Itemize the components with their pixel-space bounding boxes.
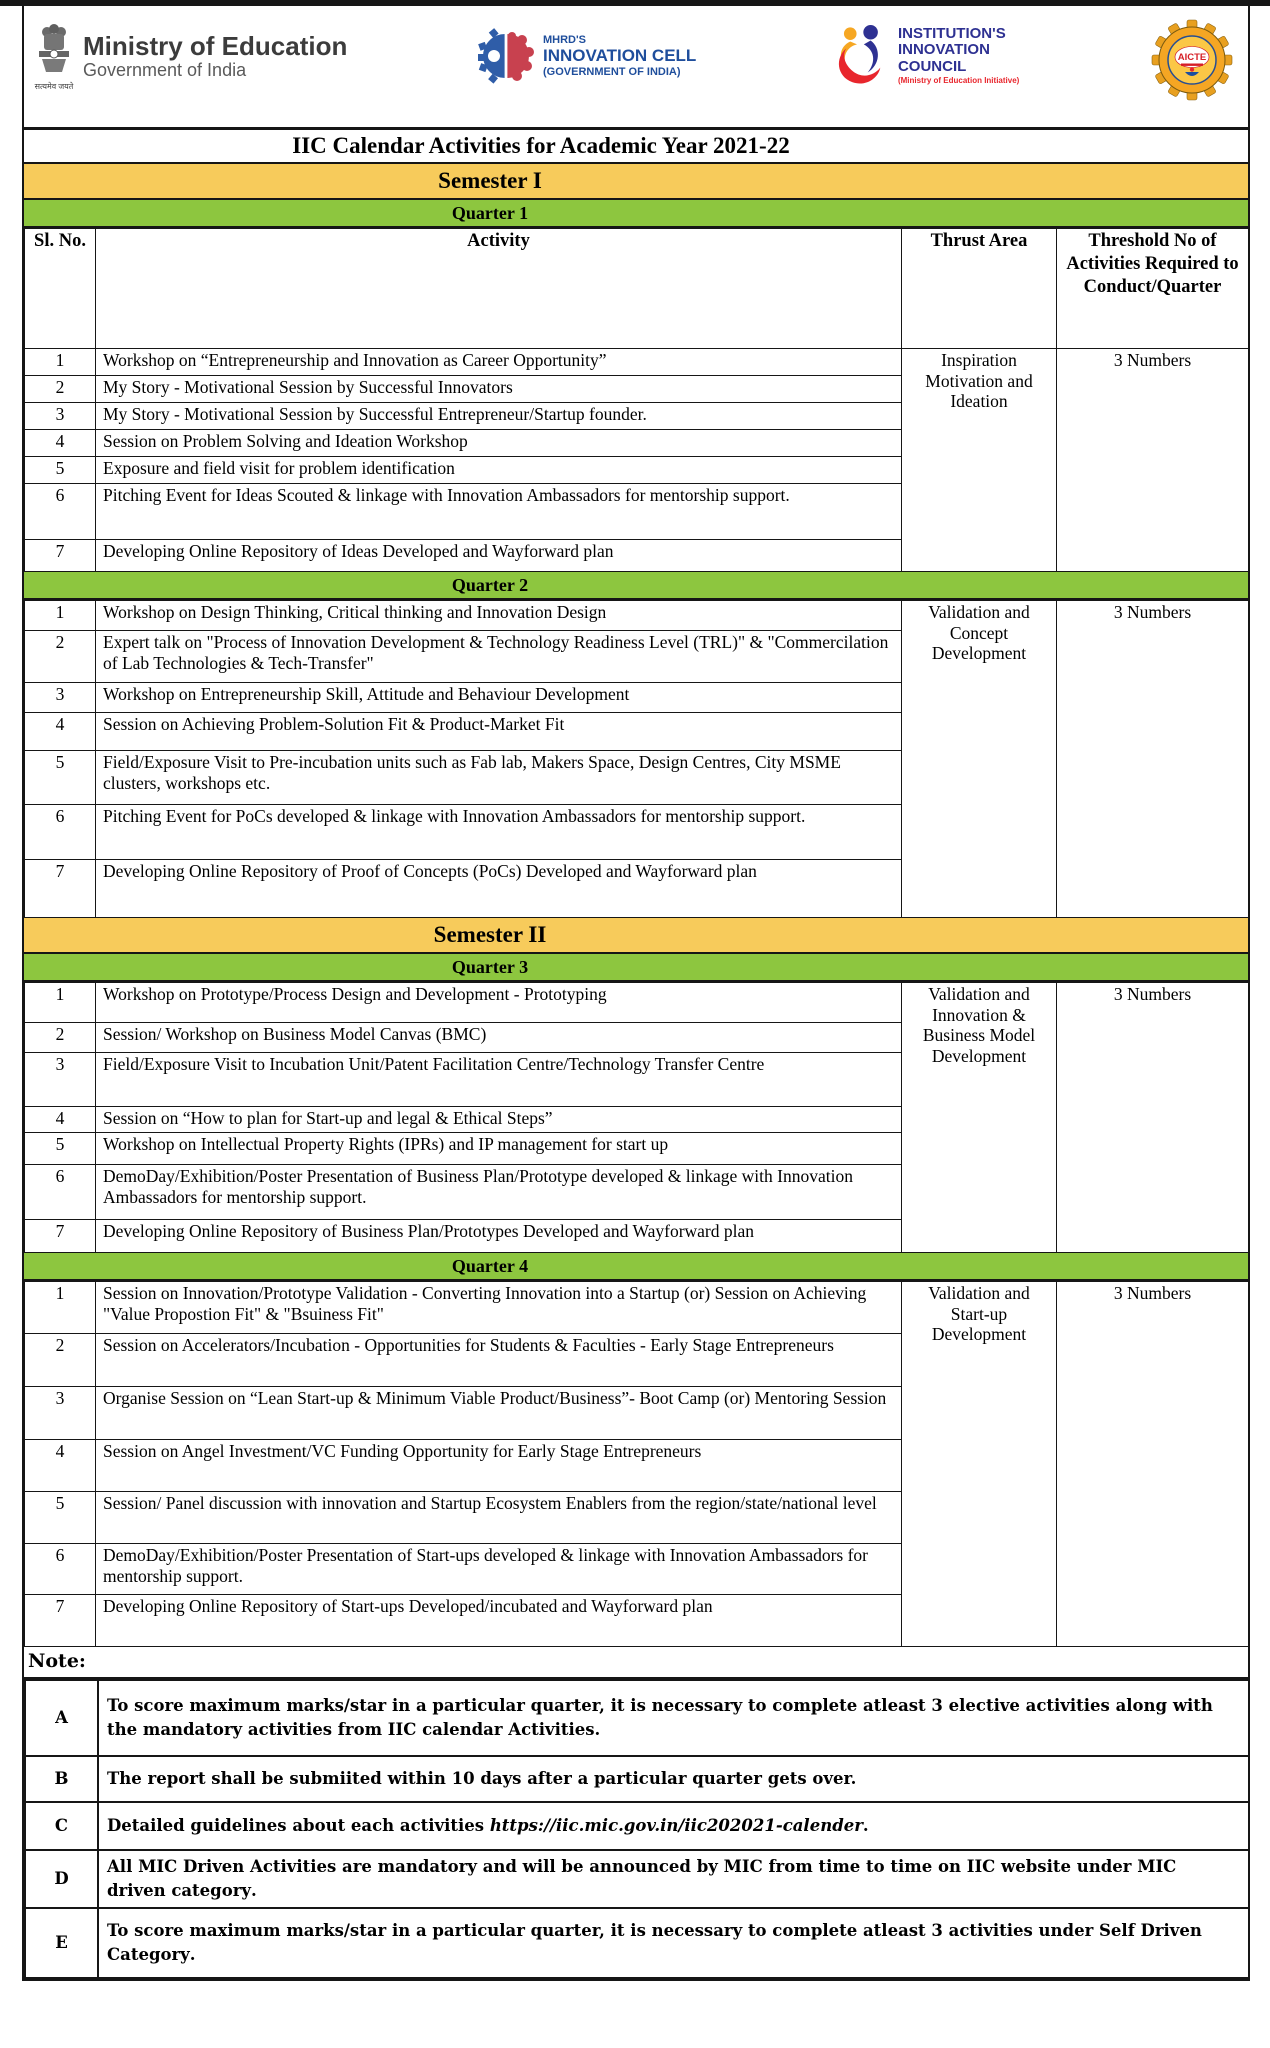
note-text-bold: IIC calendar Activities xyxy=(387,1720,595,1739)
note-key: B xyxy=(25,1756,98,1802)
note-key: C xyxy=(25,1802,98,1850)
innovation-cell-brain-gear-icon xyxy=(478,28,534,84)
iic-figures-icon xyxy=(827,24,889,88)
activity-cell: Developing Online Repository of Proof of Concepts (PoCs) Developed and Wayforward plan xyxy=(96,860,902,918)
note-text-bold: MIC driven category xyxy=(107,1857,1177,1900)
threshold-cell: 3 Numbers xyxy=(1057,601,1249,918)
row-number: 5 xyxy=(25,751,96,805)
note-text-pre: All MIC Driven Activities are mandatory and will be announced by MIC from time to time on IIC website under xyxy=(107,1857,1138,1877)
row-number: 7 xyxy=(25,1595,96,1647)
note-text-post: . xyxy=(189,1945,196,1964)
note-row xyxy=(25,1680,1249,1756)
quarter-4-band: Quarter 4 xyxy=(24,1253,1248,1281)
quarter-4-table xyxy=(24,1281,1249,1647)
page-title: IIC Calendar Activities for Academic Year 2021-22 xyxy=(24,130,1248,164)
note-key: E xyxy=(25,1908,98,1978)
note-row xyxy=(25,1908,1249,1978)
mic-line3: (GOVERNMENT OF INDIA) xyxy=(543,66,681,78)
table-row xyxy=(25,349,1249,376)
activity-cell: Workshop on Design Thinking, Critical thinking and Innovation Design xyxy=(96,601,902,631)
row-number: 6 xyxy=(25,1544,96,1595)
activity-cell: DemoDay/Exhibition/Poster Presentation of Business Plan/Prototype developed & linkage with Innovation Ambassadors for mentorship support. xyxy=(96,1165,902,1220)
institutions-innovation-council-logo xyxy=(827,24,1019,88)
threshold-cell: 3 Numbers xyxy=(1057,349,1249,572)
quarter-2-table xyxy=(24,600,1249,918)
activity-cell: Expert talk on "Process of Innovation Development & Technology Readiness Level (TRL)" & "Commercilation of Lab Technologies & Tech-Transfer" xyxy=(96,631,902,683)
note-text-post: . xyxy=(594,1720,601,1739)
note-row xyxy=(25,1802,1249,1850)
thrust-area-cell: Validation and Concept Development xyxy=(902,601,1057,918)
note-table xyxy=(24,1679,1250,1979)
note-text-post: . xyxy=(862,1816,869,1836)
aicte-gear-icon xyxy=(1150,18,1234,102)
mhrd-innovation-cell-logo xyxy=(478,28,696,84)
quarter-1-table xyxy=(24,228,1249,572)
note-text-pre: To score maximum marks/star in a particular quarter, it is necessary to complete atleast 3 activities under xyxy=(107,1921,1100,1941)
activity-cell: Field/Exposure Visit to Pre-incubation units such as Fab lab, Makers Space, Design Centres, City MSME clusters, workshops etc. xyxy=(96,751,902,805)
activity-cell: Field/Exposure Visit to Incubation Unit/Patent Facilitation Centre/Technology Transfer Centre xyxy=(96,1053,902,1107)
activity-cell: Session/ Workshop on Business Model Canvas (BMC) xyxy=(96,1023,902,1053)
row-number: 5 xyxy=(25,1133,96,1165)
row-number: 7 xyxy=(25,540,96,572)
note-row xyxy=(25,1756,1249,1802)
note-text-pre: To score maximum marks/star in a particular quarter, it is necessary to complete atleast 3 elective activities along with the mandatory activities from xyxy=(107,1696,1213,1739)
row-number: 5 xyxy=(25,1492,96,1544)
semester-2-band: Semester II xyxy=(24,918,1248,954)
row-number: 1 xyxy=(25,983,96,1023)
activity-cell: Session on “How to plan for Start-up and legal & Ethical Steps” xyxy=(96,1107,902,1133)
document xyxy=(22,6,1250,1981)
col-header-sl-no: Sl. No. xyxy=(25,229,96,349)
threshold-cell: 3 Numbers xyxy=(1057,1282,1249,1647)
row-number: 3 xyxy=(25,403,96,430)
row-number: 4 xyxy=(25,713,96,751)
activity-cell: Organise Session on “Lean Start-up & Minimum Viable Product/Business”- Boot Camp (or) Mentoring Session xyxy=(96,1387,902,1440)
activity-cell: Session on Achieving Problem-Solution Fit & Product-Market Fit xyxy=(96,713,902,751)
activity-cell: Workshop on “Entrepreneurship and Innovation as Career Opportunity” xyxy=(96,349,902,376)
logo-strip xyxy=(24,6,1248,130)
activity-cell: Session on Angel Investment/VC Funding Opportunity for Early Stage Entrepreneurs xyxy=(96,1440,902,1492)
row-number: 7 xyxy=(25,1220,96,1253)
row-number: 4 xyxy=(25,430,96,457)
activity-cell: Session/ Panel discussion with innovation and Startup Ecosystem Enablers from the region/state/national level xyxy=(96,1492,902,1544)
activity-cell: Session on Accelerators/Incubation - Opportunities for Students & Faculties - Early Stage Entrepreneurs xyxy=(96,1334,902,1387)
activity-cell: Session on Innovation/Prototype Validation - Converting Innovation into a Startup (or) Session on Achieving "Value Propostion Fit" & "Bsuiness Fit" xyxy=(96,1282,902,1334)
col-header-thrust-area: Thrust Area xyxy=(902,229,1057,349)
row-number: 4 xyxy=(25,1107,96,1133)
table-row xyxy=(25,983,1249,1023)
col-header-threshold: Threshold No of Activities Required to Conduct/Quarter xyxy=(1057,229,1249,349)
thrust-area-cell: Validation and Innovation & Business Model Development xyxy=(902,983,1057,1253)
note-text-pre: Detailed guidelines about each activities xyxy=(107,1816,490,1836)
ministry-subtitle: Government of India xyxy=(83,60,247,81)
ministry-title: Ministry of Education xyxy=(83,30,348,61)
note-key: A xyxy=(25,1680,98,1756)
note-text xyxy=(98,1908,1249,1978)
national-emblem-icon xyxy=(34,22,74,80)
thrust-area-cell: Inspiration Motivation and Ideation xyxy=(902,349,1057,572)
col-header-activity: Activity xyxy=(96,229,902,349)
mic-line1: MHRD'S xyxy=(543,34,586,46)
activity-cell: Developing Online Repository of Start-ups Developed/incubated and Wayforward plan xyxy=(96,1595,902,1647)
note-text xyxy=(98,1680,1249,1756)
ministry-of-education-logo xyxy=(34,22,347,92)
note-guidelines-url: https://iic.mic.gov.in/iic202021-calender xyxy=(489,1816,863,1836)
row-number: 2 xyxy=(25,376,96,403)
note-text-bold: Self Driven Category xyxy=(107,1921,1202,1964)
iic-line1: INSTITUTION'S xyxy=(897,24,1006,42)
activity-cell: Workshop on Intellectual Property Rights (IPRs) and IP management for start up xyxy=(96,1133,902,1165)
row-number: 6 xyxy=(25,484,96,540)
note-text xyxy=(98,1850,1249,1908)
activity-cell: My Story - Motivational Session by Successful Entrepreneur/Startup founder. xyxy=(96,403,902,430)
row-number: 7 xyxy=(25,860,96,918)
row-number: 3 xyxy=(25,1053,96,1107)
activity-cell: Pitching Event for PoCs developed & linkage with Innovation Ambassadors for mentorship support. xyxy=(96,805,902,860)
row-number: 1 xyxy=(25,349,96,376)
note-key: D xyxy=(25,1850,98,1908)
aicte-logo xyxy=(1150,18,1234,102)
quarter-3-band: Quarter 3 xyxy=(24,954,1248,982)
table-header-row xyxy=(25,229,1249,349)
row-number: 1 xyxy=(25,1282,96,1334)
activity-cell: DemoDay/Exhibition/Poster Presentation of Start-ups developed & linkage with Innovation Ambassadors for mentorship support. xyxy=(96,1544,902,1595)
activity-cell: Developing Online Repository of Ideas Developed and Wayforward plan xyxy=(96,540,902,572)
activity-cell: Workshop on Prototype/Process Design and Development - Prototyping xyxy=(96,983,902,1023)
row-number: 2 xyxy=(25,1023,96,1053)
note-text-post: . xyxy=(251,1881,257,1900)
note-label: Note: xyxy=(24,1647,1248,1679)
activity-cell: My Story - Motivational Session by Successful Innovators xyxy=(96,376,902,403)
row-number: 1 xyxy=(25,601,96,631)
threshold-cell: 3 Numbers xyxy=(1057,983,1249,1253)
iic-subtitle: (Ministry of Education Initiative) xyxy=(897,76,1020,86)
mic-line2: INNOVATION CELL xyxy=(543,46,697,65)
row-number: 6 xyxy=(25,1165,96,1220)
note-text xyxy=(98,1756,1249,1802)
note-text xyxy=(98,1802,1249,1850)
table-row xyxy=(25,601,1249,631)
semester-1-band: Semester I xyxy=(24,164,1248,200)
quarter-1-band: Quarter 1 xyxy=(24,200,1248,228)
quarter-3-table xyxy=(24,982,1249,1253)
aicte-label: AICTE xyxy=(1177,52,1207,63)
emblem-motto: सत्यमेव जयते xyxy=(34,82,74,91)
table-row xyxy=(25,1282,1249,1334)
iic-line3: COUNCIL xyxy=(897,57,967,75)
row-number: 3 xyxy=(25,1387,96,1440)
activity-cell: Pitching Event for Ideas Scouted & linkage with Innovation Ambassadors for mentorship support. xyxy=(96,484,902,540)
activity-cell: Developing Online Repository of Business Plan/Prototypes Developed and Wayforward plan xyxy=(96,1220,902,1253)
thrust-area-cell: Validation and Start-up Development xyxy=(902,1282,1057,1647)
row-number: 5 xyxy=(25,457,96,484)
row-number: 4 xyxy=(25,1440,96,1492)
row-number: 2 xyxy=(25,1334,96,1387)
quarter-2-band: Quarter 2 xyxy=(24,572,1248,600)
row-number: 2 xyxy=(25,631,96,683)
row-number: 3 xyxy=(25,683,96,713)
activity-cell: Exposure and field visit for problem identification xyxy=(96,457,902,484)
activity-cell: Workshop on Entrepreneurship Skill, Attitude and Behaviour Development xyxy=(96,683,902,713)
iic-line2: INNOVATION xyxy=(897,41,990,59)
note-text-pre: The report shall be submiited within 10 days after a particular quarter gets over. xyxy=(107,1769,857,1789)
activity-cell: Session on Problem Solving and Ideation Workshop xyxy=(96,430,902,457)
row-number: 6 xyxy=(25,805,96,860)
note-row xyxy=(25,1850,1249,1908)
